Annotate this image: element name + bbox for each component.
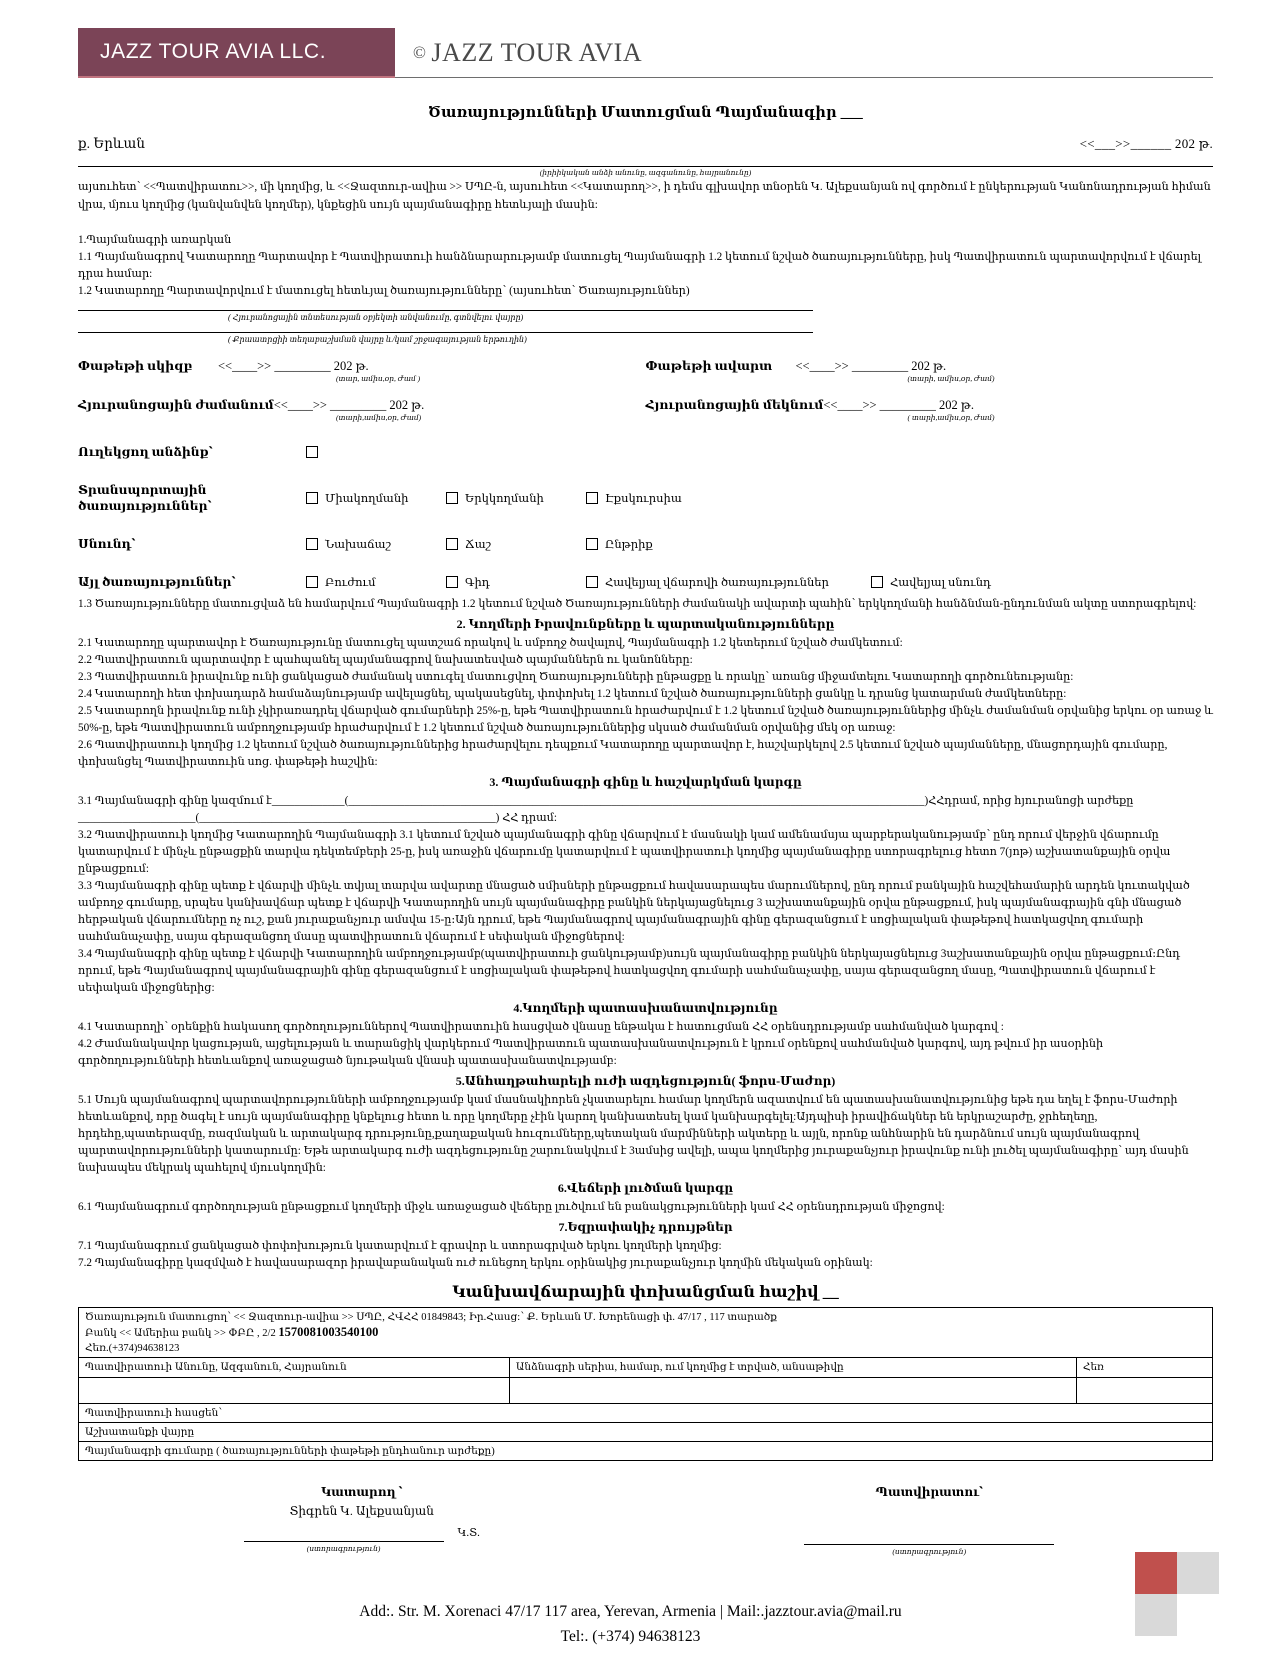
meals-option-breakfast-label: Նախաճաշ [325, 538, 391, 551]
contract-amount-row[interactable]: Պայմանագրի գումարը ( ծառայությունների փաթեթի ընդհանուր արժեքը) [79, 1442, 1213, 1461]
cell-phone-input[interactable] [1076, 1378, 1212, 1404]
footer-logo-mark [1135, 1552, 1219, 1636]
other-option-paid-services[interactable] [586, 575, 871, 589]
intro-paragraph [78, 179, 1213, 215]
section3-4: 3.4 Պայմանագրի գինը պետք է վճարվի Կատարողին ամբողջությամբ(պատվիրատուի ցանկությամբ)սույն պայմանագիրը բանկին ներկայացնելուց 3աշխատանքային օրվա ընթացքում։Ընդ որում, եթե Պայմանագրով պայմանագրային գինը գերազանցում է սոցիալական փաթեթով հատկացվող գումարի սահմանաչափը, սայա գերազանցող մասը, Պատվիրատուն վճարում է սեփական միջոցներից: [78, 948, 1181, 995]
other-services-label: Այլ ծառայություններ՝ [78, 574, 236, 589]
hotel-arrival-col [78, 397, 646, 413]
logo-square-red [1135, 1552, 1177, 1594]
section6-1: 6.1 Պայմանագրում գործողության ընթացքում կողմերի միջև առաջացած վեճերը լուծվում են բանակցությունների կամ ՀՀ օրենսդրության միջոցով: [78, 1201, 945, 1214]
section5-1: 5.1 Սույն պայմանագրով պարտավորությունների ամբողջությամբ կամ մասնակիորեն չկատարելու համար կողմերն ազատվում են պատասխանատվությունից եթե դա եղել է ֆորս-Մաժորի հետևանքով, որը ծագել է սույն պայմանագիրը կնքելուց հետո և որը կողմերը չէին կարող կանխատեսել կամ կանխարգելել:Այդպիսի իրավիճակներ են երկրաշարժը, ջրհեղեղը, հրդեհը,պատերազմը, ռազմական և արտակարգ դրությունը,քաղաքական հուզումները,պետական մարմինների ակտերը և այլն, որոնք անհնարին են դարձնում սույն պայմանագրով պարտավորությունների կատարումը: Եթե արտակարգ ուժի ազդեցությունը շարունակվում է 3ամսից ավելի, ապա կողմերից յուրաքանչյուր իրավունք ունի լուծել պայմանագիրը՝ այդ մասին նախապես մեկրակ պահելով մյուսկողմին: [78, 1094, 1189, 1175]
meals-option-breakfast[interactable] [306, 537, 446, 551]
customer-address-row[interactable]: Պատվիրատուի հասցեն՝ [79, 1404, 1213, 1423]
workplace-row[interactable]: Աշխատանքի վայրը [79, 1423, 1213, 1442]
section3-3: 3.3 Պայմանագրի գինը պետք է վճարվի մինչև տվյալ տարվա ավարտը մնացած սմիսների ընթացքում հավասարապես մարումներով, ընդ որում բանկային հաշվեհամարին արդեն կուտակված ամբողջ գումարը, սրպես կանխավճար պետք է վճարվի Կատարողին սույն պայմանագիրը բանկին ներկայացնելուց 3 աշխատանքային օրվա ընթացքում, իսկ պայմանագրային գնի մնացած հերթական վճարումները ոչ ուշ, քան յուրաքանչյուր ամսվա 15-ը։Այն դրում, եթե Պայմանագրով պայմանագրային գինը գերազանցում է սոցիալական փաթեթով հատկացվող գումարի սահմանաչափը, սայա գերազանցող մասը պատվիրատուն վճարում է սեփական միջոցներով: [78, 880, 1190, 944]
logo-square-gray-top [1177, 1552, 1219, 1594]
document-title: Ծառայությունների Մատուցման Պայմանագիր ___ [428, 105, 863, 121]
section1-3: 1.3 Ծառայությունները մատուցվաձ են համարվում Պայմանագրի 1.2 կետում նշված Ծառայությունների ժամանակի ավարտի պահին՝ երկկողմանի հանձնման-ընդունման ակտը ստորագրելով: [78, 597, 1197, 610]
other-option-guide-label: Գիդ [465, 576, 490, 589]
executor-signature-line[interactable] [244, 1541, 444, 1542]
section5-title: 5.Անհաղթահարելի ուժի ազդեցություն( ֆորս-Մաժոր) [455, 1074, 836, 1089]
section7-title: 7.Եզրափակիչ դրույթներ [558, 1220, 733, 1235]
hotel-departure-label: Հյուրանոցային մեկնում [645, 397, 824, 412]
checkbox-icon[interactable] [306, 538, 318, 550]
other-option-treatment[interactable] [306, 575, 446, 589]
customer-role-label: Պատվիրատու՝ [875, 1485, 983, 1500]
package-dates-hints [78, 374, 1213, 383]
table-header-row [79, 1358, 1213, 1378]
other-option-extra-meals[interactable] [871, 575, 1071, 589]
section3-title: 3. Պայմանագրի գինը և հաշվարկման կարգը [489, 775, 802, 790]
hotel-name-caption: ( Հյուրանոցային տնտեսության օբյեկտի անվանումը, գտնվելու վայրը) [228, 312, 524, 322]
section7-2: 7.2 Պայմանագիրը կազմված է հավասարազոր իրավաբանական ուժ ունեցող երկու օրինակից յուրաքանչյուր կողմին մեկական օրինակ: [78, 1257, 873, 1270]
logo-square-white [1177, 1594, 1219, 1636]
customer-signature-caption: (ստորագրություն) [892, 1547, 967, 1557]
section2-3: 2.3 Պատվիրատուն իրավունք ունի ցանկացած ժամանակ ստուգել մատուցվող Ծառայությունների ընթացքը և որակը՝ առանց միջամտելու Կատարողի գործունեությանը: [78, 670, 1074, 683]
checkbox-icon[interactable] [446, 538, 458, 550]
price-blank-1[interactable]: _____________(_______________________________________________________________________________________________________ [271, 795, 925, 808]
other-option-treatment-label: Բուժում [325, 576, 376, 589]
section4-2: 4.2 Ժամանակավոր կացության, այցելության և տարանցիկ վարկերում Պատվիրատուն պատասխանատվություն է կրում օրենքով սահմանված կարգով, այդ թվում իր ասօրինի գործողությունների հետևանքով առաջացած նյութական վնասի պատասխանատվությամբ: [78, 1038, 1104, 1068]
checkbox-icon[interactable] [871, 576, 883, 588]
city-label: ք. Երևան [78, 136, 145, 151]
section6-title: 6.Վեճերի լուծման կարգը [557, 1181, 734, 1196]
section1-title: 1.Պայմանագրի առարկան [78, 233, 232, 246]
bank-transfer-title: Կանխավճարային փոխանցման հաշիվ __ [452, 1284, 839, 1302]
meals-option-lunch-label: Ճաշ [465, 538, 491, 551]
section2-5: 2.5 Կատարողն իրավունք ունի չկիրառադրել վճարված գումարների 25%-ը, եթե Պատվիրատուն հրաժարվում է 1.2 կետում նշված ծառայություններից մինչև ժամանման օրվանից երկու օր առաջ և 50%-ը, եթե Պատվիրատուն ամբողջությամբ հրաժարվում է 1.2 կետում նշված ծառայություններից սկսած ժամանման օրվանից մեկ օր առաջ: [78, 704, 1213, 734]
package-end-col [646, 358, 1214, 374]
bank-phone-cell [79, 1340, 1213, 1358]
transport-option-roundtrip-label: Երկկողմանի [465, 492, 544, 505]
bank-info-cell [79, 1308, 1213, 1324]
page-header [78, 28, 1213, 78]
checkbox-group-transport [78, 482, 1213, 514]
customer-signature-line[interactable] [804, 1544, 1054, 1545]
section3-1-mid: )ՀՀդրամ, որից հյուրանոցի արժեքը [924, 795, 1134, 808]
checkbox-icon[interactable] [586, 576, 598, 588]
signature-rule-caption: (իրիիկական անձի անունը, ազգանունը, հայրանունը) [539, 168, 752, 177]
intro-text: այսուհետ՝ <<Պատվիրատու>>, մի կողմից, և <<Ջազտուր-ավիա >> ՍՊԸ-ն, այսուհետ <<Կատարող>>, ի դեմս գլխավոր տնօրեն Կ. Ալեքսանյան ով գործում է ընկերության Կանոնադրության հիման վրա, մյուս կողմից (կանվանվեն կողմեր), կնքեցին սույն պայմանագիրը հետևյալի մասին: [78, 181, 1211, 211]
executor-sign-row [78, 1519, 646, 1553]
hotel-arrival-input[interactable]: <<____>> _________ 202 թ. [273, 397, 425, 412]
other-option-guide[interactable] [446, 575, 586, 589]
bank-info-row [79, 1308, 1213, 1324]
col-header-name: Պատվիրատուի Անունը, Ազգանուն, Հայրանուն [79, 1358, 510, 1378]
col-header-phone: Հեռ [1076, 1358, 1212, 1378]
transport-option-oneway[interactable] [306, 491, 446, 505]
table-row-amount[interactable] [79, 1442, 1213, 1461]
table-row-workplace[interactable] [79, 1423, 1213, 1442]
other-option-extra-meals-label: Հավելյալ սնունդ [890, 576, 992, 589]
bank-phone-row [79, 1340, 1213, 1358]
route-caption: ( Քրաատրցիի տեղաբաշխման վայրը և/կամ շրջագայության երթուղին) [228, 334, 527, 344]
section4-title: 4.Կողմերի պատասխանատվությունը [513, 1001, 778, 1016]
table-row[interactable] [79, 1378, 1213, 1404]
meals-option-dinner-label: Ընթրիք [605, 538, 653, 551]
col-header-passport: Անձնագրի սերիա, համար, ում կողմից է տրված, անսաթիվը [509, 1358, 1076, 1378]
signature-left [78, 1485, 646, 1556]
signature-block [78, 1485, 1213, 1556]
city-date-row [78, 136, 1213, 152]
bank-name-label: Բանկ << Ամերիա բանկ >> ՓԲԸ , 2/2 [85, 1328, 276, 1340]
logo-square-gray-bottom [1135, 1594, 1177, 1636]
hotel-departure-hint: ( տարի,ամիս,օր, Ժամ) [907, 412, 995, 422]
document-body [78, 104, 1213, 1556]
hotel-departure-col [646, 397, 1214, 413]
checkbox-icon[interactable] [306, 446, 318, 458]
table-row-address[interactable] [79, 1404, 1213, 1423]
document-date-field[interactable]: <<___>>______ 202 թ. [1079, 136, 1213, 151]
package-start-hint: (տար, ամիս,օր, Ժամ ) [336, 373, 421, 383]
other-option-paid-services-label: Հավելյալ վճարովի ծառայություններ [605, 576, 829, 589]
signature-right [646, 1485, 1214, 1556]
checkbox-icon[interactable] [586, 538, 598, 550]
checkbox-group-meals [78, 536, 1213, 552]
executor-seal-label: Կ.Տ. [457, 1527, 480, 1540]
checkbox-icon[interactable] [586, 492, 598, 504]
price-blank-2[interactable]: _____________________(_____________________________________________________ [78, 812, 496, 825]
executor-name: Տիգրեն Կ. Ալեքսանյան [289, 1504, 434, 1519]
accompanying-label: Ուղեկցող անձինք՝ [78, 444, 213, 459]
footer-address: Add:. Str. M. Xorenaci 47/17 117 area, Yerevan, Armenia | Mail:.jazztour.avia@mail.ru [359, 1602, 902, 1620]
meals-option-lunch[interactable] [446, 537, 586, 551]
package-end-hint: (տարի, ամիս,օր, Ժամ) [907, 373, 995, 383]
bank-account-row [79, 1323, 1213, 1340]
hotel-dates-row [78, 397, 1213, 413]
checkbox-group-other-services [78, 574, 1213, 590]
section2-6: 2.6 Պատվիրատուի կողմից 1.2 կետում նշված ծառայություններից հրաժարվելու դեպքում Կատարողը պարտավոր է, հաշվարկելով 2.5 կետում նշված պայմանները, մնացորդային գումարը, փոխանցել Պատվիրատուին սոց. փաթեթի հաշվին: [78, 739, 1168, 769]
package-end-input[interactable]: <<____>> _________ 202 թ. [795, 358, 947, 373]
executor-role-label: Կատարող ՝ [321, 1485, 403, 1500]
transport-option-excursion-label: Էքսկուրսիա [605, 492, 682, 505]
cell-passport-input[interactable] [509, 1378, 1076, 1404]
section2-title: 2. Կողմերի Իրավունքները և պարտականությունները [456, 616, 835, 631]
copyright-icon: © [413, 42, 427, 62]
executor-signature-caption: (ստորագրություն) [306, 1544, 381, 1554]
bank-service-provider: Ծառայություն մատուցող՝ << Ջազտուր-ավիա >> ՍՊԸ, ՀՎՀՀ 01849843; Իր.Հասց:՝ Ք. Երևան Մ. Խորենացի փ. 47/17 , 117 տարածք [85, 1312, 777, 1324]
hotel-dates-hints [78, 413, 1213, 422]
checkbox-group-accompanying [78, 444, 1213, 460]
checkbox-icon[interactable] [306, 492, 318, 504]
section7-1: 7.1 Պայմանագրում ցանկացած փոփոխություն կատարվում է գրավոր և ստորագրված երկու կողմերի կողմից: [78, 1240, 722, 1253]
section2-2: 2.2 Պատվիրատուն պարտավոր է պահպանել պայմանագրով նախատեսված պայմաններն ու կանոնները: [78, 653, 693, 666]
checkbox-icon[interactable] [446, 576, 458, 588]
section4-1: 4.1 Կատարողի՝ օրենքին հակասող գործողություններով Պատվիրատուին հասցված վնասը ենթակա է հատուցման ՀՀ օրենսդրությամբ սահմանված կարգով : [78, 1021, 1004, 1034]
section1-2: 1.2 Կատարողը Պարտավորվում է մատուցել հետևյալ ծառայությունները՝ (այսուհետ՝ Ծառայություններ) [78, 284, 690, 297]
hotel-arrival-hint: (տարի,ամիս,օր, Ժամ) [336, 412, 422, 422]
transport-option-oneway-label: Միակողմանի [325, 492, 409, 505]
section3-2: 3.2 Պատվիրատուի կողմից Կատարողին Պայմանագրի 3.1 կետում նշված պայմանագրի գինը վճարվում է մասնակի կամ ամենամսյա պարբերականությամբ՝ ընդ որում վերջին վճարումը կատարվում է մինչև ընթացքին տարվա դեկտեմբերի 25-ը, իսկ առաջին վճարումը կատարվում է պատվիրատուի կողմից պայմանագիրը ստորագրելուց հետո 7(յոթ) աշխատանքային օրվա ընթացքում: [78, 829, 1171, 876]
transport-label: Տրանսպորտային ծառայություններ՝ [78, 482, 212, 513]
accompanying-option[interactable] [306, 446, 446, 458]
meals-label: Սնունդ՝ [78, 536, 136, 551]
package-dates-row [78, 358, 1213, 374]
bank-account-cell [79, 1323, 1213, 1340]
checkbox-icon[interactable] [446, 492, 458, 504]
checkbox-icon[interactable] [306, 576, 318, 588]
transport-option-roundtrip[interactable] [446, 491, 586, 505]
footer-tel: Tel:. (+374) 94638123 [560, 1628, 701, 1646]
hotel-name-field[interactable] [78, 310, 813, 311]
section3-1-prefix: 3.1 Պայմանագրի գինը կազմում է [78, 795, 272, 808]
brand-badge: JAZZ TOUR AVIA LLC. [78, 28, 395, 78]
package-start-input[interactable]: <<____>> _________ 202 թ. [218, 358, 369, 373]
transport-option-excursion[interactable] [586, 491, 871, 505]
bank-phone: Հեռ.(+374)94638123 [85, 1343, 180, 1355]
hotel-departure-input[interactable]: <<____>> _________ 202 թ. [823, 397, 974, 412]
cell-name-input[interactable] [79, 1378, 510, 1404]
signature-rule [78, 166, 1213, 167]
meals-option-dinner[interactable] [586, 537, 871, 551]
package-end-label: Փաթեթի ավարտ [645, 358, 773, 373]
page-footer [0, 1599, 1275, 1650]
package-start-label: Փաթեթի սկիզբ [78, 358, 193, 373]
section2-1: 2.1 Կատարողը պարտավոր է Ծառայությունը մատուցել պատշաճ որակով և սմբողջ ծավալով, Պայմանագրի 1.2 կետերում նշված ժամկետում: [78, 636, 903, 649]
section3-1-suffix: ) ՀՀ դրամ: [495, 812, 557, 825]
bank-details-table [78, 1307, 1213, 1461]
hotel-arrival-label: Հյուրանոցային ժամանում [78, 397, 274, 412]
package-start-col [78, 358, 646, 374]
company-title [395, 28, 1213, 78]
section1-1: 1.1 Պայմանագրով Կատարողը Պարտավոր է Պատվիրատուի հանձնարարությամբ մատուցել Պայմանագրի 1.2 կետում նշված ծառայությունները, իսկ Պատվիրատուն պարտավորվում է վճարել դրա համար: [78, 250, 1202, 280]
bank-account-number: 1570081003540100 [278, 1325, 379, 1340]
company-name: JAZZ TOUR AVIA [431, 37, 643, 67]
section2-4: 2.4 Կատարողի հետ փոխադարձ համաձայնությամբ ավելացնել, պակասեցնել, փոփոխել 1.2 կետում նշված ծառայությունների ցանկը և դրանց կատարման ժամկետները: [78, 687, 1067, 700]
route-field[interactable] [78, 332, 813, 333]
section3-1 [78, 793, 1213, 827]
